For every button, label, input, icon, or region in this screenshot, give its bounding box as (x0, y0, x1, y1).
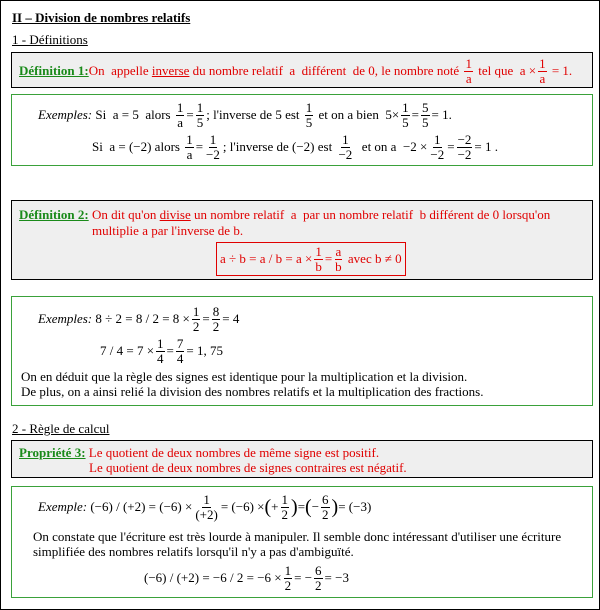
fraction: $\frac{7}{4}$ (176, 336, 184, 366)
definition-1-text: On appelle (88, 63, 152, 79)
fraction: $\frac{1}{4}$ (157, 336, 164, 366)
fraction: $\frac{1}{-2}$ (206, 132, 220, 162)
equals-sign: = (297, 499, 306, 515)
definition-1-box (11, 52, 593, 88)
equals-sign: = (166, 343, 174, 359)
examples-1-box (11, 94, 593, 166)
definition-2-label: Définition 2: (19, 207, 89, 222)
paragraph: On en déduit que la règle des signes est identique pour la multiplication et la division. (21, 369, 468, 384)
example-text: 7 / 4 = 7 × (100, 343, 155, 359)
fraction: $\frac{8}{2}$ (212, 304, 220, 334)
example-text: = 1. (431, 107, 452, 123)
definition-2-text: multiplie a par l'inverse de b. (92, 223, 244, 238)
sign: + (271, 499, 279, 515)
fraction: $\frac{1}{(+2)}$ (195, 492, 218, 522)
definition-2-formula-box (216, 242, 406, 276)
fraction: $\frac{1}{5}$ (305, 100, 313, 130)
fraction: $\frac{1}{a}$ (539, 56, 546, 86)
example-text: = 4 (222, 311, 240, 327)
fraction: $\frac{6}{2}$ (322, 492, 329, 522)
examples-2-box (11, 296, 593, 406)
fraction: $\frac{1}{-2}$ (430, 132, 445, 162)
fraction: $\frac{1}{a}$ (465, 56, 472, 86)
examples-2-label: Exemples: (38, 311, 93, 327)
fraction: $\frac{1}{a}$ (176, 100, 184, 130)
fraction: $\frac{1}{2}$ (281, 492, 289, 522)
paragraph: De plus, on a ainsi relié la division des nombres relatifs et la multiplication des fractions. (21, 384, 484, 399)
example-text: et on a −2 × (355, 139, 428, 155)
equals-sign: = (447, 139, 455, 155)
example-text: ; l'inverse de (−2) est (222, 139, 336, 155)
example-3-label: Exemple: (38, 499, 88, 515)
right-paren: ) (291, 496, 298, 519)
definition-1-label: Définition 1: (19, 63, 89, 79)
formula-text: a ÷ b = a / b = a × (220, 251, 313, 267)
fraction: $\frac{a}{b}$ (335, 244, 342, 274)
right-paren: ) (331, 496, 339, 519)
examples-1-label: Exemples: (38, 107, 93, 123)
definition-1-text: du nombre relatif a différent de 0, le nombre noté (189, 63, 463, 79)
paragraph: On constate que l'écriture est très lourde à manipuler. Il semble donc intéressant d'utiliser une écriture (33, 529, 562, 544)
section-title: II – Division de nombres relatifs (12, 10, 191, 25)
fraction: $\frac{1}{-2}$ (338, 132, 353, 162)
example-text: = − (294, 570, 313, 586)
formula-text: avec b ≠ 0 (344, 251, 402, 267)
example-text: Si a = (−2) alors (92, 139, 184, 155)
example-text: et on a bien 5× (315, 107, 400, 123)
subsection-rule: 2 - Règle de calcul (12, 421, 110, 436)
property-3-label: Propriété 3: (19, 445, 86, 460)
example-text: = 1, 75 (186, 343, 223, 359)
fraction: $\frac{1}{5}$ (196, 100, 204, 130)
paragraph: simplifiée des nombres relatifs lorsqu'il n'y a pas d'ambiguïté. (33, 544, 354, 559)
fraction: $\frac{1}{b}$ (315, 244, 322, 274)
fraction: $\frac{-2}{-2}$ (457, 132, 472, 162)
property-3-text: Le quotient de deux nombres de même signe est positif. (85, 445, 380, 460)
fraction: $\frac{5}{5}$ (422, 100, 429, 130)
definition-1-text: tel que a × (474, 63, 537, 79)
example-text: = (−6) × (220, 499, 265, 515)
example-text: (−6) / (+2) = −6 / 2 = −6 × (144, 570, 282, 586)
example-3-box (11, 486, 593, 598)
example-text: (−6) / (+2) = (−6) × (87, 499, 193, 515)
property-3-text: Le quotient de deux nombres de signes contraires est négatif. (89, 460, 407, 475)
fraction: $\frac{1}{2}$ (192, 304, 200, 334)
example-text: = (−3) (338, 499, 372, 515)
example-text: Si a = 5 alors (92, 107, 174, 123)
definition-1-text: = 1. (548, 63, 573, 79)
equals-sign: = (411, 107, 419, 123)
subsection-definitions: 1 - Définitions (12, 32, 88, 47)
equals-sign: = (195, 139, 204, 155)
sign: − (311, 499, 320, 515)
left-paren: ( (305, 496, 312, 519)
left-paren: ( (264, 496, 272, 519)
definition-2-text: On dit qu'on (88, 207, 160, 222)
equals-sign: = (186, 107, 194, 123)
example-text: = −3 (324, 570, 349, 586)
property-3-box (11, 440, 593, 478)
equals-sign: = (324, 251, 333, 267)
definition-2-keyword: divise (159, 207, 191, 222)
definition-2-text: un nombre relatif a par un nombre relatif b différent de 0 lorsqu'on (190, 207, 551, 222)
equals-sign: = (202, 311, 210, 327)
fraction: $\frac{1}{2}$ (284, 563, 292, 593)
example-text: 8 ÷ 2 = 8 / 2 = 8 × (92, 311, 190, 327)
fraction: $\frac{6}{2}$ (315, 563, 322, 593)
definition-2-box (11, 200, 593, 280)
definition-1-keyword: inverse (151, 63, 190, 79)
fraction: $\frac{1}{a}$ (186, 132, 193, 162)
example-text: = 1 . (474, 139, 498, 155)
example-text: ; l'inverse de 5 est (206, 107, 303, 123)
fraction: $\frac{1}{5}$ (402, 100, 409, 130)
